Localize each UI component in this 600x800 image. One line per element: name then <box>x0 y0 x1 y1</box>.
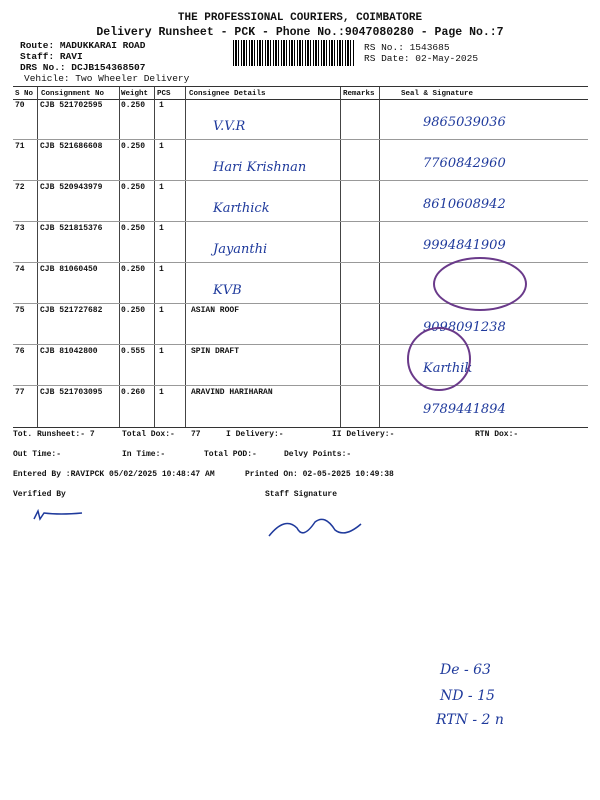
row-divider <box>13 139 588 140</box>
handwritten-name: V.V.R <box>213 119 246 134</box>
row-weight: 0.250 <box>121 183 146 192</box>
row-consignee: SPIN DRAFT <box>191 347 240 356</box>
note-de: De - 63 <box>440 662 491 678</box>
row-consignee: ARAVIND HARIHARAN <box>191 388 273 397</box>
row-sno: 74 <box>15 265 25 274</box>
row-pcs: 1 <box>159 183 164 192</box>
row-pcs: 1 <box>159 388 164 397</box>
row-divider <box>13 180 588 181</box>
verified-by: Verified By <box>13 490 66 499</box>
col-header-remarks: Remarks <box>343 90 375 98</box>
row-weight: 0.250 <box>121 224 146 233</box>
row-consignment-no: CJB 521686608 <box>40 142 103 151</box>
handwritten-signature: 8610608942 <box>423 197 506 212</box>
tot-runsheet: Tot. Runsheet:- 7 <box>13 430 95 439</box>
ii-delivery: II Delivery:- <box>332 430 395 439</box>
rtn-dox: RTN Dox:- <box>475 430 519 439</box>
row-pcs: 1 <box>159 347 164 356</box>
row-sno: 75 <box>15 306 25 315</box>
handwritten-signature: Karthik <box>423 361 473 376</box>
out-time: Out Time:- <box>13 450 62 459</box>
handwritten-name: Hari Krishnan <box>213 160 307 175</box>
total-dox-value: 77 <box>191 430 201 439</box>
row-sno: 72 <box>15 183 25 192</box>
row-consignment-no: CJB 521703095 <box>40 388 103 397</box>
row-weight: 0.250 <box>121 306 146 315</box>
staff-label: Staff: RAVI <box>20 51 83 62</box>
row-weight: 0.250 <box>121 142 146 151</box>
staff-signature-mark <box>265 510 365 550</box>
row-sno: 71 <box>15 142 25 151</box>
in-time: In Time:- <box>122 450 166 459</box>
row-consignee: ASIAN ROOF <box>191 306 240 315</box>
row-consignment-no: CJB 81060450 <box>40 265 98 274</box>
barcode <box>233 40 355 66</box>
row-sno: 76 <box>15 347 25 356</box>
row-consignment-no: CJB 521702595 <box>40 101 103 110</box>
col-header-pcs: PCS <box>157 90 171 98</box>
entered-by: Entered By :RAVIPCK 05/02/2025 10:48:47 AM <box>13 470 215 479</box>
i-delivery: I Delivery:- <box>226 430 284 439</box>
row-pcs: 1 <box>159 224 164 233</box>
route-label: Route: MADUKKARAI ROAD <box>20 40 146 51</box>
row-divider <box>13 344 588 345</box>
row-consignment-no: CJB 81042800 <box>40 347 98 356</box>
delvy-points: Delvy Points:- <box>284 450 352 459</box>
row-divider <box>13 221 588 222</box>
note-nd: ND - 15 <box>440 688 495 704</box>
handwritten-signature: 9098091238 <box>423 320 506 335</box>
row-weight: 0.555 <box>121 347 146 356</box>
row-divider <box>13 385 588 386</box>
row-sno: 77 <box>15 388 25 397</box>
handwritten-signature: 9789441894 <box>423 402 506 417</box>
note-rtn: RTN - 2 n <box>436 712 504 728</box>
handwritten-signature: 9994841909 <box>423 238 506 253</box>
runsheet-subtitle: Delivery Runsheet - PCK - Phone No.:9047080280 - Page No.:7 <box>96 26 504 39</box>
col-header-sno: S No <box>15 90 34 98</box>
total-pod: Total POD:- <box>204 450 257 459</box>
vehicle-label: Vehicle: Two Wheeler Delivery <box>24 73 190 84</box>
total-dox-label: Total Dox:- <box>122 430 175 439</box>
runsheet-table <box>13 86 588 428</box>
row-weight: 0.260 <box>121 388 146 397</box>
row-pcs: 1 <box>159 265 164 274</box>
staff-signature-label: Staff Signature <box>265 490 338 499</box>
drs-label: DRS No.: DCJB154368507 <box>20 62 146 73</box>
row-consignment-no: CJB 520943979 <box>40 183 103 192</box>
col-header-seal: Seal & Signature <box>401 90 474 98</box>
handwritten-name: Jayanthi <box>213 242 268 257</box>
row-pcs: 1 <box>159 306 164 315</box>
row-pcs: 1 <box>159 142 164 151</box>
handwritten-name: Karthick <box>213 201 270 216</box>
handwritten-signature: 7760842960 <box>423 156 506 171</box>
col-header-consignee: Consignee Details <box>189 90 266 98</box>
verifier-signature <box>30 505 90 525</box>
row-consignment-no: CJB 521727682 <box>40 306 103 315</box>
col-header-consignment: Consignment No <box>41 90 105 98</box>
rs-date: RS Date: 02-May-2025 <box>364 53 479 64</box>
printed-on: Printed On: 02-05-2025 10:49:38 <box>245 470 394 479</box>
row-weight: 0.250 <box>121 101 146 110</box>
row-sno: 70 <box>15 101 25 110</box>
row-pcs: 1 <box>159 101 164 110</box>
consignee-stamp <box>407 327 471 391</box>
rs-number: RS No.: 1543685 <box>364 42 450 53</box>
row-consignment-no: CJB 521815376 <box>40 224 103 233</box>
handwritten-name: KVB <box>213 283 242 298</box>
row-weight: 0.250 <box>121 265 146 274</box>
col-header-weight: Weight <box>121 90 149 98</box>
row-sno: 73 <box>15 224 25 233</box>
courier-stamp <box>433 257 527 311</box>
company-title: THE PROFESSIONAL COURIERS, COIMBATORE <box>177 12 423 24</box>
handwritten-signature: 9865039036 <box>423 115 506 130</box>
